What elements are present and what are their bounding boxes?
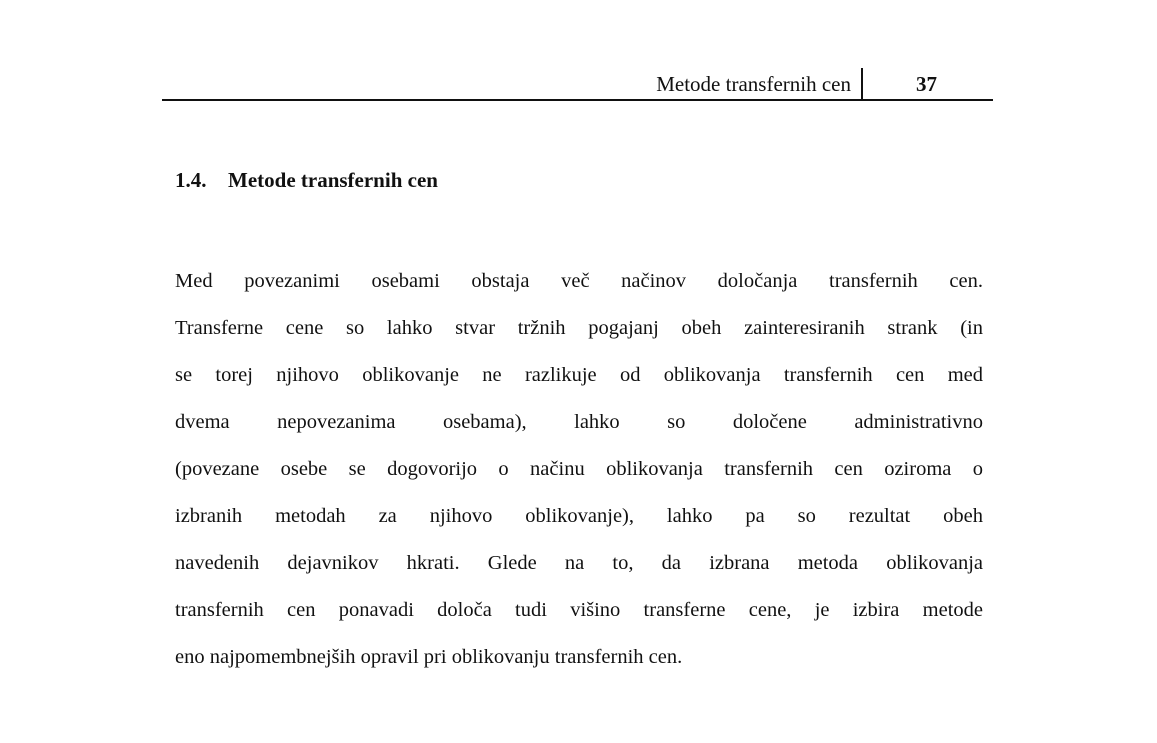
running-header-title: Metode transfernih cen [656,72,851,96]
body-paragraph [175,266,983,689]
paragraph-line: izbranih metodah za njihovo oblikovanje), lahko pa so rezultat obeh [175,505,983,527]
section-heading [175,168,438,193]
section-number: 1.4. [175,168,207,192]
section-title: Metode transfernih cen [228,168,438,192]
paragraph-line: navedenih dejavnikov hkrati. Glede na to, da izbrana metoda oblikovanja [175,552,983,574]
header-rule [162,99,993,101]
header-divider [861,68,863,100]
paragraph-line: se torej njihovo oblikovanje ne razlikuje od oblikovanja transfernih cen med [175,364,983,386]
paragraph-line: Transferne cene so lahko stvar tržnih pogajanj obeh zainteresiranih strank (in [175,317,983,339]
paragraph-line: eno najpomembnejših opravil pri oblikovanju transfernih cen. [175,646,683,668]
paragraph-line: Med povezanimi osebami obstaja več načinov določanja transfernih cen. [175,270,983,292]
page-number: 37 [916,72,937,96]
paragraph-line: dvema nepovezanima osebama), lahko so določene administrativno [175,411,983,433]
paragraph-line: (povezane osebe se dogovorijo o načinu oblikovanja transfernih cen oziroma o [175,458,983,480]
paragraph-line: transfernih cen ponavadi določa tudi višino transferne cene, je izbira metode [175,599,983,621]
